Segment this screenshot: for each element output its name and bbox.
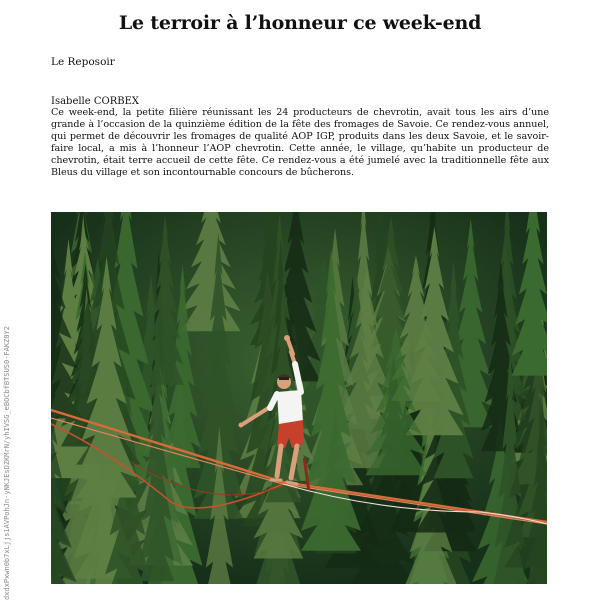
slackline-photo bbox=[51, 212, 547, 584]
article-location: Le Reposoir bbox=[51, 56, 115, 68]
article-title: Le terroir à l’honneur ce week-end bbox=[118, 12, 482, 34]
article-author: Isabelle CORBEX bbox=[51, 96, 140, 107]
article-body: Ce week-end, la petite filière réunissant les 24 producteurs de chevrotin, avait tous les airs d’une grande à l’occasion de la quinzième édition de la fête des fromages de Savoie. Ce rendez-vous annuel, qui permet de découvrir les fromages de qualité AOP IGP, produits dans les deux Savoie, et le savoir-faire local, a mis à l’honneur l’AOP chevrotin. Cette année, le village, qu’habite un producteur de chevrotin, était terre accueil de cette fête. Ce rendez-vous a été jumelé avec la traditionnelle fête aux Bleus du village et son incontournable concours de bûcherons. bbox=[51, 107, 549, 179]
article-photo bbox=[51, 212, 547, 584]
side-identifier-code: dxdxPxwn0b7xLjjs1AVPohJn-yNKJEsDZKMrN/yhIVSG_eBOCbfBTSUS0-FAKZ0Y2 bbox=[3, 326, 11, 600]
